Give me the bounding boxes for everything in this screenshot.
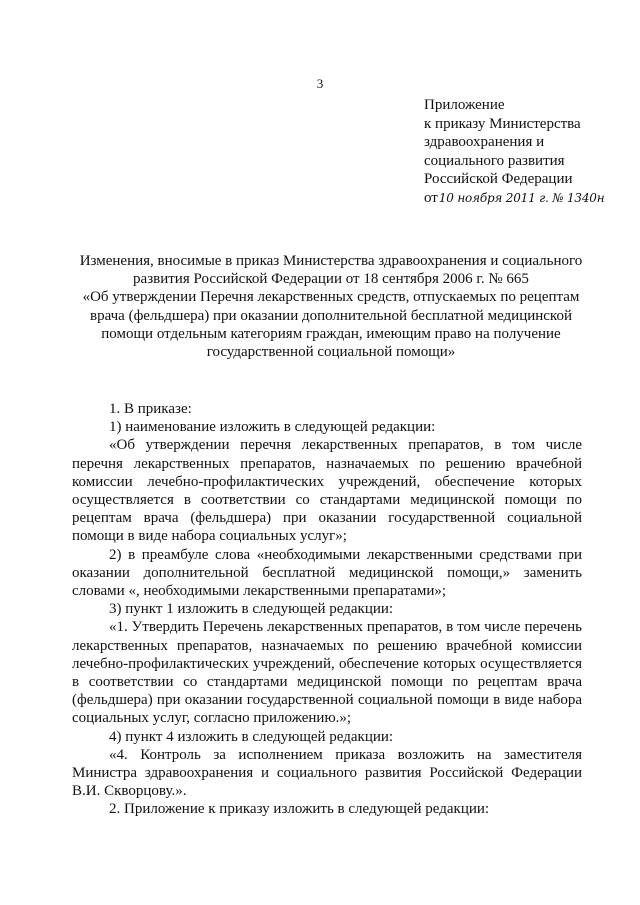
appendix-line: социального развития	[424, 152, 565, 169]
appendix-line: здравоохранения и	[424, 134, 545, 151]
paragraph: «1. Утвердить Перечень лекарственных препаратов, в том числе перечень лекарственных препаратов, назначаемых по решению врачебной комиссии лечебно-профилактических учреждений, обеспечение которых осуществляется в соответствии со стандартами медицинской помощи по рецептам врача (фельдшера) при оказании государственной социальной помощи в виде набора социальных услуг, согласно приложению.»;	[72, 619, 582, 727]
title-line: государственной социальной помощи»	[206, 344, 456, 361]
appendix-line: к приказу Министерства	[424, 115, 581, 132]
appendix-date-line	[424, 189, 624, 208]
title-line: развития Российской Федерации от 18 сентября 2006 г. № 665	[133, 271, 529, 288]
paragraph: 4) пункт 4 изложить в следующей редакции:	[109, 728, 394, 745]
title-line: помощи отдельным категориям граждан, имеющим право на получение	[101, 325, 561, 342]
paragraph: 1. В приказе:	[109, 401, 192, 417]
handwritten-date-number: 10 ноября 2011 г. № 1340н	[438, 190, 605, 205]
paragraph: «Об утверждении перечня лекарственных препаратов, в том числе перечня лекарственных препаратов, назначаемых по решению врачебной комиссии лечебно-профилактических учреждений, обеспечение которых осуществляется в соответствии со стандартами медицинской помощи по рецептам врача (фельдшера) при оказании государственной социальной помощи в виде набора социальных услуг»;	[72, 437, 582, 545]
page-number: 3	[316, 76, 324, 91]
title-line: «Об утверждении Перечня лекарственных средств, отпускаемых по рецептам	[82, 289, 580, 306]
paragraph: 2. Приложение к приказу изложить в следующей редакции:	[109, 801, 490, 818]
from-prefix: от	[424, 189, 438, 206]
paragraph: 3) пункт 1 изложить в следующей редакции:	[109, 601, 394, 618]
appendix-header	[424, 96, 624, 208]
document-body	[72, 400, 582, 819]
title-line: врача (фельдшера) при оказании дополнительной бесплатной медицинской	[90, 307, 572, 324]
paragraph: 1) наименование изложить в следующей редакции:	[109, 419, 436, 436]
appendix-line: Российской Федерации	[424, 171, 573, 188]
document-title	[66, 252, 596, 361]
paragraph: 2) в преамбуле слова «необходимыми лекарственными средствами при оказании дополнительной бесплатной медицинской помощи,» заменить словами «, необходимыми лекарственными препаратами»;	[72, 546, 582, 600]
appendix-line: Приложение	[424, 97, 505, 113]
title-line: Изменения, вносимые в приказ Министерства здравоохранения и социального	[79, 253, 583, 269]
paragraph: «4. Контроль за исполнением приказа возложить на заместителя Министра здравоохранения и социального развития Российской Федерации В.И. Скворцову.».	[72, 746, 582, 800]
